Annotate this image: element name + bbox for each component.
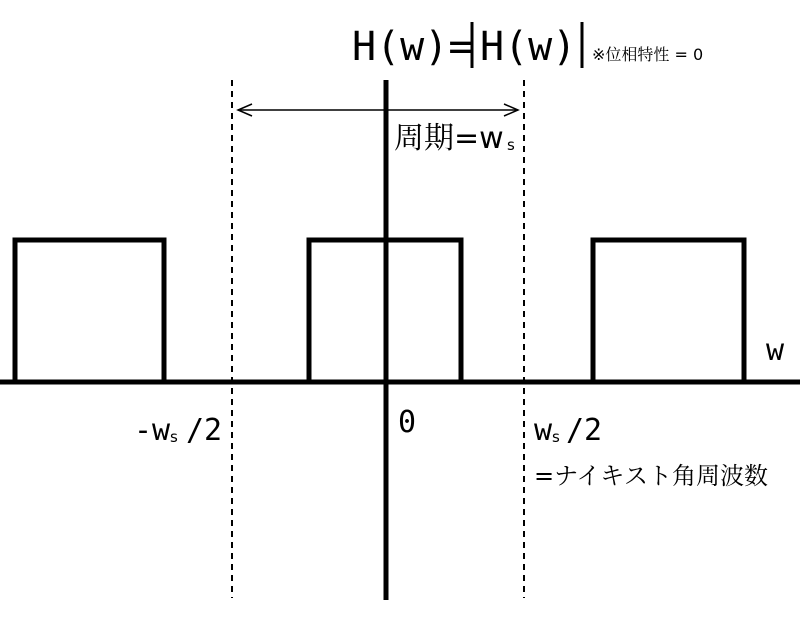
neg-half-label-suffix: /2 xyxy=(186,413,223,448)
pulse-left xyxy=(15,240,164,382)
nyquist-note: =ナイキスト角周波数 xyxy=(534,462,768,490)
neg-half-label-sub: s xyxy=(170,428,178,446)
period-subscript: s xyxy=(507,136,515,154)
pos-half-label-prefix: w xyxy=(534,413,553,448)
phase-note: ※位相特性 = 0 xyxy=(592,45,704,64)
origin-label: 0 xyxy=(398,405,417,440)
pos-half-label-sub: s xyxy=(552,428,560,446)
period-label: 周期=w xyxy=(394,121,504,156)
x-axis-label: w xyxy=(766,333,785,368)
neg-half-label-prefix: -w xyxy=(134,413,171,448)
pulse-right xyxy=(593,240,744,382)
formula-lhs: H(w)= xyxy=(352,24,473,70)
pos-half-label-suffix: /2 xyxy=(566,413,603,448)
formula-rhs: H(w) xyxy=(480,24,577,70)
